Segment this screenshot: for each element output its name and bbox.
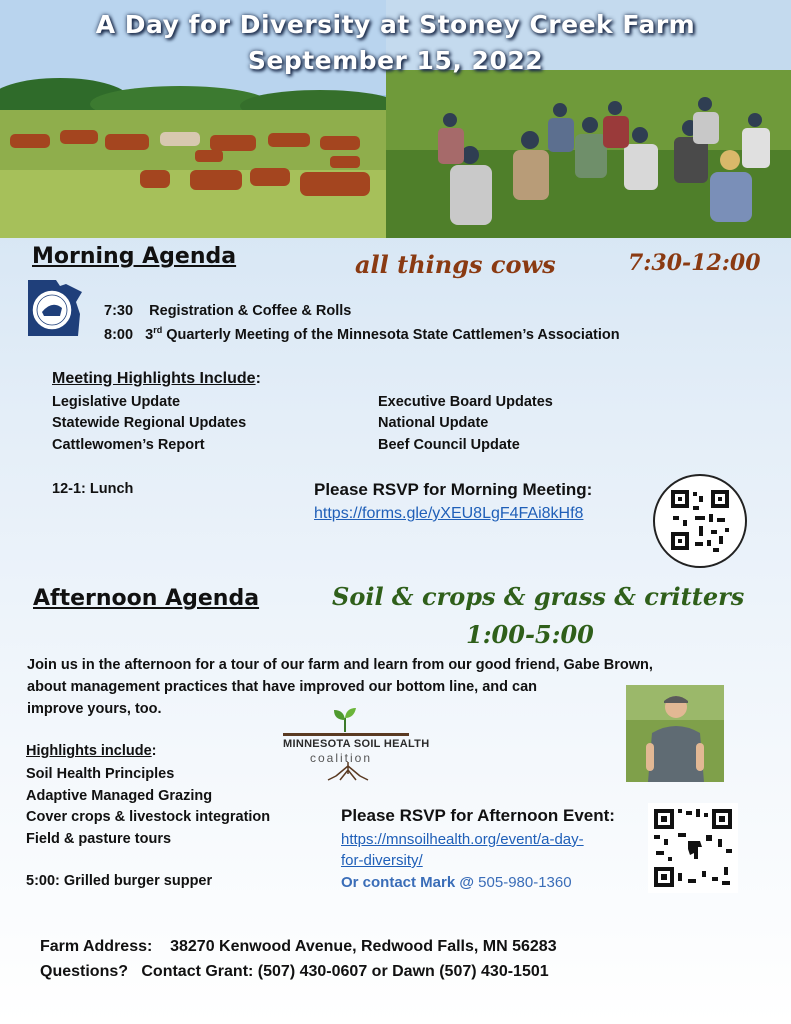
- morning-rsvp-label: Please RSVP for Morning Meeting:: [314, 480, 593, 499]
- afternoon-rsvp-link-continued[interactable]: for-diversity/: [341, 852, 423, 869]
- schedule-item: [104, 303, 351, 319]
- morning-agenda-heading: Morning Agenda: [32, 244, 237, 269]
- qr-code-icon: [655, 476, 745, 566]
- morning-qr-code[interactable]: [653, 474, 747, 568]
- afternoon-rsvp-link[interactable]: https://mnsoilhealth.org/event/a-day-: [341, 831, 584, 848]
- morning-time: 7:30-12:00: [628, 250, 761, 276]
- contact-phone[interactable]: 505-980-1360: [478, 874, 572, 891]
- cattlemens-association-logo: [26, 278, 86, 338]
- gabe-brown-photo: [626, 685, 724, 782]
- afternoon-qr-code[interactable]: [648, 803, 738, 893]
- highlight-item: National Update: [378, 415, 489, 431]
- intro-line: about management practices that have improved our bottom line, and can: [27, 679, 538, 695]
- schedule-text: Quarterly Meeting of the Minnesota State Cattlemen’s Association: [166, 326, 620, 343]
- questions-label: Questions?: [40, 963, 129, 980]
- meeting-highlights-heading: Meeting Highlights Include:: [52, 370, 261, 387]
- highlight-item: Adaptive Managed Grazing: [26, 788, 213, 804]
- ordinal-number: 3: [145, 326, 154, 343]
- schedule-time: 7:30: [104, 303, 134, 319]
- supper-time: 5:00: Grilled burger supper: [26, 873, 213, 889]
- address-label: Farm Address:: [40, 938, 153, 955]
- farm-address-line: [40, 938, 557, 956]
- event-date: September 15, 2022: [247, 46, 544, 75]
- afternoon-rsvp-label: Please RSVP for Afternoon Event:: [341, 806, 615, 825]
- soil-health-logo-subtitle: coalition: [310, 751, 373, 765]
- highlight-item: Field & pasture tours: [26, 831, 172, 847]
- soil-health-logo-title: MINNESOTA SOIL HEALTH: [283, 738, 430, 750]
- flyer-title: A Day for Diversity at Stoney Creek Farm: [95, 10, 696, 39]
- afternoon-time: 1:00-5:00: [466, 620, 594, 649]
- contact-mark: [341, 874, 572, 891]
- lunch-time: 12-1: Lunch: [52, 481, 134, 497]
- highlight-item: Beef Council Update: [378, 437, 520, 453]
- questions-contacts: Contact Grant: (507) 430-0607 or Dawn (507) 430-1501: [141, 963, 549, 980]
- schedule-text: Registration & Coffee & Rolls: [149, 303, 352, 319]
- highlight-item: Soil Health Principles: [26, 766, 175, 782]
- contact-label: Or contact Mark @: [341, 874, 474, 891]
- sprout-icon: [330, 708, 360, 732]
- afternoon-theme: Soil & crops & grass & critters: [332, 582, 745, 611]
- questions-line: [40, 963, 549, 981]
- schedule-time: 8:00: [104, 326, 134, 343]
- morning-theme: all things cows: [355, 250, 556, 279]
- afternoon-agenda-heading: Afternoon Agenda: [33, 586, 260, 611]
- highlight-item: Legislative Update: [52, 394, 181, 410]
- morning-rsvp-link[interactable]: https://forms.gle/yXEU8LgF4FAi8kHf8: [314, 505, 584, 522]
- highlight-item: Cattlewomen’s Report: [52, 437, 205, 453]
- qr-code-icon: [648, 803, 738, 893]
- highlight-item: Executive Board Updates: [378, 394, 553, 410]
- farm-address: 38270 Kenwood Avenue, Redwood Falls, MN 56283: [170, 938, 557, 955]
- highlight-item: Statewide Regional Updates: [52, 415, 247, 431]
- afternoon-highlights-heading: Highlights include:: [26, 743, 157, 759]
- intro-line: Join us in the afternoon for a tour of our farm and learn from our good friend, Gabe Brown,: [27, 657, 653, 673]
- schedule-item: [104, 325, 620, 343]
- highlight-item: Cover crops & livestock integration: [26, 809, 271, 825]
- speaker-photo: [626, 685, 724, 782]
- intro-line: improve yours, too.: [27, 701, 162, 717]
- roots-icon: [318, 762, 378, 782]
- ordinal-suffix: rd: [153, 325, 163, 335]
- soil-line: [283, 733, 409, 736]
